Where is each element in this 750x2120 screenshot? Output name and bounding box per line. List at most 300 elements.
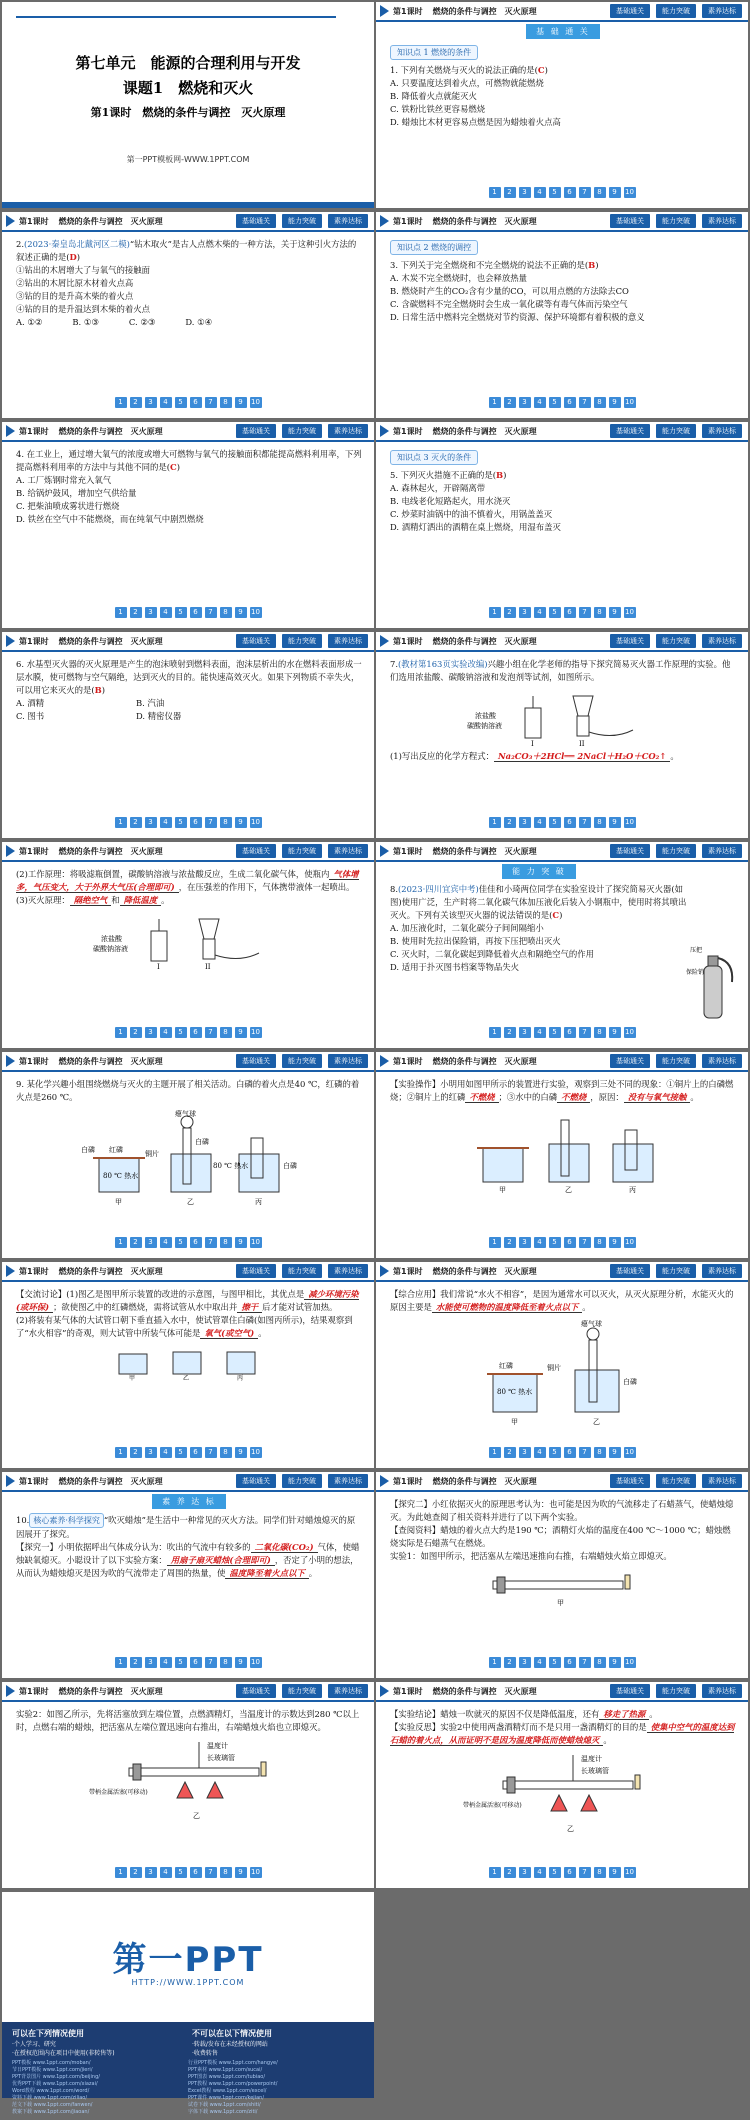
page-button-10[interactable]: 10 — [251, 1238, 260, 1246]
tab-basic[interactable]: 基础通关 — [236, 1054, 276, 1068]
page-button-1[interactable]: 1 — [115, 1867, 127, 1878]
slide-q7[interactable]: 第1课时 燃烧的条件与调控 灭火原理 基础通关 能力突破 素养达标 7.(教材第163页实验改编)兴趣小组在化学老师的指导下探究简易灭火器工作原理的实验。他们选用浓盐酸、碳酸钠溶液和发泡剂等试剂，如图所示。 浓盐酸 碳酸钠溶液 I II (1)写出反应的化学方程式： Na₂CO₃＋2HCl══ 2NaCl＋H₂O＋CO₂↑ 。 1 2 3 4 5 6 7 8 9 10 — [376, 632, 748, 838]
page-button-3[interactable]: 3 — [145, 1867, 157, 1878]
svg-text:带柄金属活塞(可移动): 带柄金属活塞(可移动) — [463, 1802, 522, 1809]
page-button-3[interactable]: 3 — [145, 817, 157, 828]
page-button-10[interactable]: 10 — [251, 818, 260, 826]
page-button-10[interactable]: 10 — [251, 1028, 260, 1036]
tab-basic[interactable]: 基础通关 — [610, 634, 650, 648]
page-button-2[interactable]: 2 — [504, 187, 516, 198]
page-button-1[interactable]: 1 — [489, 397, 501, 408]
slide-header: 第1课时 燃烧的条件与调控 灭火原理 基础通关 能力突破 素养达标 — [376, 1262, 748, 1282]
pager — [376, 1027, 748, 1038]
page-button-3[interactable]: 3 — [519, 1657, 531, 1668]
page-button-4[interactable]: 4 — [534, 1447, 546, 1458]
page-button-8[interactable]: 8 — [594, 817, 606, 828]
page-button-7[interactable]: 7 — [205, 607, 217, 618]
tab-basic[interactable]: 基础通关 — [610, 214, 650, 228]
page-button-5[interactable]: 5 — [175, 817, 187, 828]
svg-text:丙: 丙 — [237, 1375, 244, 1382]
svg-text:铜片: 铜片 — [145, 1150, 159, 1158]
page-button-10[interactable]: 10 — [625, 608, 634, 616]
page-button-4[interactable]: 4 — [534, 187, 546, 198]
tab-literacy[interactable]: 素养达标 — [702, 1684, 742, 1698]
phosphorus-experiment-diagram — [463, 1318, 663, 1428]
page-button-10[interactable]: 10 — [625, 1658, 634, 1666]
page-button-9[interactable]: 9 — [235, 1447, 247, 1458]
tab-literacy[interactable]: 素养达标 — [328, 1264, 368, 1278]
page-button-4[interactable]: 4 — [534, 1237, 546, 1248]
slide-q6[interactable]: 第1课时 燃烧的条件与调控 灭火原理 基础通关 能力突破 素养达标 6. 水基型灭火器的灭火原理是产生的泡沫喷射到燃料表面，泡沫层析出的水在燃料表面形成一层水膜，使可燃物与空气隔绝，达到灭火的目的。能快速高效灭火。如果下列物质不幸失火，可以用它来灭火的是(B) A. 酒精 B. 汽油 C. 图书 D. 精密仪器 1 2 3 4 5 6 7 8 9 10 — [2, 632, 374, 838]
page-button-5[interactable]: 5 — [175, 1237, 187, 1248]
tab-ability[interactable]: 能力突破 — [282, 1474, 322, 1488]
page-button-6[interactable]: 6 — [190, 1237, 202, 1248]
ppt-url[interactable]: HTTP://WWW.1PPT.COM — [131, 1978, 245, 1987]
page-button-6[interactable]: 6 — [564, 817, 576, 828]
slide-title[interactable] — [2, 2, 374, 208]
arrow-icon — [380, 425, 389, 437]
arrow-icon — [6, 425, 15, 437]
page-button-9[interactable]: 9 — [609, 817, 621, 828]
page-button-8[interactable]: 8 — [594, 1447, 606, 1458]
arrow-icon — [380, 215, 389, 227]
page-button-10[interactable]: 10 — [625, 188, 634, 196]
arrow-icon — [6, 1055, 15, 1067]
svg-text:温度计: 温度计 — [207, 1742, 228, 1750]
page-button-9[interactable]: 9 — [235, 1867, 247, 1878]
page-button-6[interactable]: 6 — [564, 1447, 576, 1458]
arrow-icon — [380, 845, 389, 857]
question-9: 9. 某化学兴趣小组围绕燃烧与灭火的主题开展了相关活动。白磷的着火点是40 ℃，红磷的着火点是260 ℃。 — [16, 1079, 360, 1102]
page-button-10[interactable]: 10 — [625, 1448, 634, 1456]
tab-basic[interactable]: 基础通关 — [610, 1474, 650, 1488]
tab-basic[interactable]: 基础通关 — [610, 424, 650, 438]
page-button-2[interactable]: 2 — [130, 1027, 142, 1038]
page-button-3[interactable]: 3 — [145, 607, 157, 618]
phosphorus-experiment-diagram — [79, 1108, 299, 1208]
tab-literacy[interactable]: 素养达标 — [702, 844, 742, 858]
slide-q10-explore2[interactable]: 第1课时 燃烧的条件与调控 灭火原理 基础通关 能力突破 素养达标 【探究二】小红依据灭火的原理思考认为：也可能是因为吹的气流移走了石蜡蒸气，使蜡烛熄灭。为此她查阅了相关资料并进行了以下两个实验。 【查阅资料】蜡烛的着火点大约是190 ℃；酒精灯火焰的温度在400 ℃～1000 ℃；蜡烛燃烧实际是石蜡蒸气在燃烧。 实验1：如图甲所示，把活塞从左端迅速推向右推，右端蜡烛火焰立即熄灭。 甲 1 2 3 4 5 6 7 8 9 10 — [376, 1472, 748, 1678]
pager — [376, 1237, 748, 1248]
page-button-9[interactable]: 9 — [609, 187, 621, 198]
page-button-4[interactable]: 4 — [160, 1237, 172, 1248]
page-button-8[interactable]: 8 — [594, 1237, 606, 1248]
page-button-9[interactable]: 9 — [609, 1447, 621, 1458]
page-button-2[interactable]: 2 — [130, 1447, 142, 1458]
page-button-7[interactable]: 7 — [205, 1027, 217, 1038]
page-button-6[interactable]: 6 — [564, 607, 576, 618]
page-button-5[interactable]: 5 — [175, 1657, 187, 1668]
page-button-5[interactable]: 5 — [549, 607, 561, 618]
page-button-7[interactable]: 7 — [579, 1237, 591, 1248]
page-button-3[interactable]: 3 — [519, 1447, 531, 1458]
svg-text:乙: 乙 — [183, 1375, 190, 1382]
page-button-1[interactable]: 1 — [489, 1867, 501, 1878]
page-button-7[interactable]: 7 — [579, 1657, 591, 1668]
page-button-4[interactable]: 4 — [160, 1657, 172, 1668]
page-button-9[interactable]: 9 — [235, 607, 247, 618]
page-button-2[interactable]: 2 — [504, 1867, 516, 1878]
page-button-10[interactable]: 10 — [625, 1238, 634, 1246]
slide-q10-exp2[interactable]: 第1课时 燃烧的条件与调控 灭火原理 基础通关 能力突破 素养达标 实验2：如图乙所示，先将活塞放到左端位置，点燃酒精灯，当温度计的示数达到280 ℃以上时，点燃右端的蜡烛，把活塞从左端位置迅速向右推出，右端蜡烛火焰也立即熄灭。 温度计 长玻璃管 带柄金属活塞(可移动) 乙 1 2 3 4 5 6 7 8 9 10 — [2, 1682, 374, 1888]
question-1: 1. 下列有关燃烧与灭火的说法正确的是(C) — [390, 65, 548, 75]
page-button-7[interactable]: 7 — [205, 1867, 217, 1878]
slide-q10[interactable]: 第1课时 燃烧的条件与调控 灭火原理 基础通关 能力突破 素养达标 素 养 达 标 10. 核心素养·科学探究 “吹灭蜡烛”是生活中一种常见的灭火方法。同学们针对蜡烛熄灭的原因展开了探究。 【探究一】小明依据呼出气体成分认为：吹出的气流中有较多的 二氧化碳(CO₂) 气体，使蜡烛缺氧熄灭。小聪设计了以下实验方案： 用扇子扇灭蜡烛(合理即可) ，否定了小明的想法，从而认为蜡烛熄灭是因为吹的气流带走了周围的热量，使 温度降至着火点以下 。 1 2 3 4 5 6 7 8 9 10 — [2, 1472, 374, 1678]
page-button-7[interactable]: 7 — [579, 607, 591, 618]
page-button-7[interactable]: 7 — [205, 817, 217, 828]
slide-header: 第1课时 燃烧的条件与调控 灭火原理 基础通关 能力突破 素养达标 — [376, 212, 748, 232]
page-button-9[interactable]: 9 — [235, 817, 247, 828]
page-button-2[interactable]: 2 — [130, 397, 142, 408]
slide-header: 第1课时 燃烧的条件与调控 灭火原理 基础通关 能力突破 素养达标 — [2, 842, 374, 862]
slide-q8[interactable]: 第1课时 燃烧的条件与调控 灭火原理 基础通关 能力突破 素养达标 能 力 突 破 8.(2023·四川宜宾中考)佳佳和小琦两位同学在实验室设计了探究简易灭火器(如图)使用广泛，生产时将二氧化碳气体加压液化后装入小钢瓶中，使用时将其喷出灭火。下列有关该型灭火器的说法错误的是(C) A. 加压液化时，二氧化碳分子间间隔缩小 B. 使用时先拉出保险销，再按下压把喷出灭火 C. 灭火时，二氧化碳起到降低着火点和隔绝空气的作用 D. 适用于扑灭图书档案等物品失火 压把 保险销 1 2 3 4 5 6 7 8 9 10 — [376, 842, 748, 1048]
slide-q9-discussion[interactable]: 第1课时 燃烧的条件与调控 灭火原理 基础通关 能力突破 素养达标 【交流讨论】(1)图乙是图甲所示装置的改进的示意图，与图甲相比，其优点是 减少环境污染(或环保) ；欲使图乙中的红磷燃烧，需将试管从水中取出并 擦干 后才能对试管加热。 (2)将装有某气体的大试管口朝下垂直插入水中，使试管罩住白磷(如图丙所示)，结果观察到了“水火相容”的奇观，则大试管中所装气体可能是 氧气(或空气) 。 甲 乙 丙 1 2 3 4 5 6 7 8 9 10 — [2, 1262, 374, 1468]
page-button-6[interactable]: 6 — [190, 817, 202, 828]
svg-text:浓盐酸: 浓盐酸 — [475, 712, 496, 720]
page-button-1[interactable]: 1 — [489, 1657, 501, 1668]
arrow-icon — [380, 1055, 389, 1067]
pager — [2, 1867, 374, 1878]
candle-tube-diagram — [473, 1567, 653, 1607]
page-button-1[interactable]: 1 — [115, 1447, 127, 1458]
tab-literacy[interactable]: 素养达标 — [702, 634, 742, 648]
page-button-2[interactable]: 2 — [130, 1867, 142, 1878]
slide-q9[interactable] — [2, 1052, 374, 1258]
page-button-10[interactable]: 10 — [251, 608, 260, 616]
page-button-3[interactable]: 3 — [519, 1027, 531, 1038]
tab-literacy[interactable]: 素养达标 — [328, 214, 368, 228]
svg-text:白磷: 白磷 — [283, 1162, 297, 1170]
arrow-icon — [6, 215, 15, 227]
question-3: 3. 下列关于完全燃烧和不完全燃烧的说法不正确的是(B) — [390, 260, 599, 270]
page-button-5[interactable]: 5 — [549, 1657, 561, 1668]
tab-basic[interactable]: 基础通关 — [236, 844, 276, 858]
tab-basic[interactable]: 基础通关 — [236, 634, 276, 648]
slide-q9-operation[interactable]: 第1课时 燃烧的条件与调控 灭火原理 基础通关 能力突破 素养达标 【实验操作】小明用如图甲所示的装置进行实验，观察到三处不同的现象：①铜片上的白磷燃烧；②铜片上的红磷 不燃烧 ；③水中的白磷 不燃烧 ，原因： 没有与氧气接触 。 甲 乙 丙 1 2 3 4 5 6 7 8 9 10 — [376, 1052, 748, 1258]
tab-ability[interactable]: 能力突破 — [656, 1474, 696, 1488]
page-button-6[interactable]: 6 — [564, 397, 576, 408]
page-button-1[interactable]: 1 — [489, 817, 501, 828]
svg-text:白磷: 白磷 — [195, 1138, 209, 1146]
page-button-8[interactable]: 8 — [220, 1447, 232, 1458]
slide-q1[interactable]: 第1课时 燃烧的条件与调控 灭火原理 基础通关 能力突破 素养达标 基 础 通 关 知识点 1 燃烧的条件 1. 下列有关燃烧与灭火的说法正确的是(C) A. 只要温度达到着火点，可燃物就能燃烧 B. 降低着火点就能灭火 C. 铁粉比铁丝更容易燃烧 D. 蜡烛比木材更容易点燃是因为蜡烛着火点高 1 2 3 4 5 6 7 8 9 10 — [376, 2, 748, 208]
slide-header: 第1课时 燃烧的条件与调控 灭火原理 基础通关 能力突破 素养达标 — [376, 422, 748, 442]
slide-q10-conclusion[interactable]: 第1课时 燃烧的条件与调控 灭火原理 基础通关 能力突破 素养达标 【实验结论】蜡烛一吹就灭的原因不仅是降低温度，还有 移走了热源 。 【实验反思】实验2中使用两盏酒精灯而不是只用一盏酒精灯的目的是 使集中空气的温度达到石蜡的着火点，从而证明不是因为温度降低而使蜡烛熄灭 。 温度计 长玻璃管 带柄金属活塞(可移动) 乙 1 2 3 4 5 6 7 8 9 10 — [376, 1682, 748, 1888]
page-button-5[interactable]: 5 — [175, 1447, 187, 1458]
page-button-6[interactable]: 6 — [190, 1657, 202, 1668]
tab-basic[interactable]: 基础通关 — [610, 844, 650, 858]
page-button-1[interactable]: 1 — [489, 187, 501, 198]
page-button-5[interactable]: 5 — [549, 1027, 561, 1038]
svg-text:甲: 甲 — [115, 1198, 122, 1206]
pager — [376, 187, 748, 198]
page-button-2[interactable]: 2 — [504, 1447, 516, 1458]
page-button-8[interactable]: 8 — [594, 1027, 606, 1038]
tab-literacy[interactable]: 素养达标 — [702, 4, 742, 18]
tab-ability[interactable]: 能力突破 — [656, 4, 696, 18]
page-button-1[interactable]: 1 — [489, 607, 501, 618]
tab-basic[interactable]: 基础通关 — [610, 4, 650, 18]
page-button-7[interactable]: 7 — [579, 1027, 591, 1038]
page-button-8[interactable]: 8 — [594, 607, 606, 618]
page-button-5[interactable]: 5 — [549, 1447, 561, 1458]
page-button-9[interactable]: 9 — [235, 1027, 247, 1038]
page-button-1[interactable]: 1 — [115, 1027, 127, 1038]
tab-literacy[interactable]: 素养达标 — [702, 214, 742, 228]
tab-literacy[interactable]: 素养达标 — [328, 1684, 368, 1698]
page-button-5[interactable]: 5 — [549, 817, 561, 828]
page-button-1[interactable]: 1 — [115, 1657, 127, 1668]
page-button-3[interactable]: 3 — [519, 1237, 531, 1248]
tab-ability[interactable]: 能力突破 — [282, 844, 322, 858]
tab-literacy[interactable]: 素养达标 — [702, 1054, 742, 1068]
page-button-3[interactable]: 3 — [519, 817, 531, 828]
slide-header: 第1课时 燃烧的条件与调控 灭火原理 基础通关 能力突破 素养达标 — [2, 212, 374, 232]
tab-basic[interactable]: 基础通关 — [236, 1264, 276, 1278]
page-button-2[interactable]: 2 — [130, 607, 142, 618]
page-button-4[interactable]: 4 — [160, 1447, 172, 1458]
page-button-4[interactable]: 4 — [534, 397, 546, 408]
page-button-7[interactable]: 7 — [579, 1867, 591, 1878]
page-button-2[interactable]: 2 — [130, 817, 142, 828]
page-button-5[interactable]: 5 — [175, 1027, 187, 1038]
page-button-7[interactable]: 7 — [205, 397, 217, 408]
page-button-3[interactable]: 3 — [519, 1867, 531, 1878]
page-button-8[interactable]: 8 — [220, 1027, 232, 1038]
page-button-4[interactable]: 4 — [534, 607, 546, 618]
page-button-3[interactable]: 3 — [145, 1657, 157, 1668]
page-button-1[interactable]: 1 — [489, 1027, 501, 1038]
page-button-3[interactable]: 3 — [145, 397, 157, 408]
page-button-4[interactable]: 4 — [534, 817, 546, 828]
tab-ability[interactable]: 能力突破 — [656, 1054, 696, 1068]
page-button-6[interactable]: 6 — [564, 1867, 576, 1878]
page-button-10[interactable]: 10 — [625, 818, 634, 826]
tab-literacy[interactable]: 素养达标 — [328, 634, 368, 648]
tab-literacy[interactable]: 素养达标 — [702, 1474, 742, 1488]
page-button-6[interactable]: 6 — [564, 1237, 576, 1248]
page-button-6[interactable]: 6 — [190, 607, 202, 618]
tab-ability[interactable]: 能力突破 — [656, 424, 696, 438]
page-button-8[interactable]: 8 — [220, 817, 232, 828]
page-button-4[interactable]: 4 — [534, 1657, 546, 1668]
page-button-2[interactable]: 2 — [504, 607, 516, 618]
page-button-4[interactable]: 4 — [160, 1027, 172, 1038]
page-button-4[interactable]: 4 — [534, 1027, 546, 1038]
page-button-5[interactable]: 5 — [549, 397, 561, 408]
page-button-10[interactable]: 10 — [625, 1868, 634, 1876]
page-button-5[interactable]: 5 — [549, 1237, 561, 1248]
svg-text:瘪气球: 瘪气球 — [581, 1320, 602, 1328]
page-button-9[interactable]: 9 — [609, 397, 621, 408]
ppt-logo-area — [2, 1892, 374, 2022]
page-button-2[interactable]: 2 — [504, 1657, 516, 1668]
page-button-3[interactable]: 3 — [145, 1027, 157, 1038]
page-button-8[interactable]: 8 — [220, 607, 232, 618]
slide-header: 第1课时 燃烧的条件与调控 灭火原理 基础通关 能力突破 素养达标 — [376, 1472, 748, 1492]
page-button-7[interactable]: 7 — [205, 1657, 217, 1668]
slide-header: 第1课时 燃烧的条件与调控 灭火原理 基础通关 能力突破 素养达标 — [2, 1052, 374, 1072]
page-button-1[interactable]: 1 — [115, 1237, 127, 1248]
tab-basic[interactable]: 基础通关 — [236, 214, 276, 228]
tab-literacy[interactable]: 素养达标 — [702, 1264, 742, 1278]
page-button-2[interactable]: 2 — [504, 1237, 516, 1248]
slide-header: 第1课时 燃烧的条件与调控 灭火原理 基础通关 能力突破 素养达标 — [376, 1682, 748, 1702]
page-button-3[interactable]: 3 — [519, 607, 531, 618]
pager — [2, 1657, 374, 1668]
page-button-6[interactable]: 6 — [190, 1867, 202, 1878]
knowledge-point: 知识点 2 燃烧的调控 — [390, 240, 478, 255]
page-button-7[interactable]: 7 — [579, 187, 591, 198]
tab-literacy[interactable]: 素养达标 — [328, 424, 368, 438]
tab-basic[interactable]: 基础通关 — [610, 1684, 650, 1698]
tab-literacy[interactable]: 素养达标 — [328, 844, 368, 858]
page-button-7[interactable]: 7 — [205, 1447, 217, 1458]
page-button-7[interactable]: 7 — [579, 1447, 591, 1458]
extinguisher-diagram — [463, 688, 663, 746]
page-button-3[interactable]: 3 — [145, 1237, 157, 1248]
page-button-8[interactable]: 8 — [594, 1867, 606, 1878]
page-button-3[interactable]: 3 — [145, 1447, 157, 1458]
slide-q7-cont[interactable]: 第1课时 燃烧的条件与调控 灭火原理 基础通关 能力突破 素养达标 (2)工作原理：将吸滤瓶倒置，碳酸钠溶液与浓盐酸反应，生成二氧化碳气体，使瓶内 气体增多，气压变大，大于外界大气压(合理即可) ，在压强差的作用下，气体携带液体一起喷出。 (3)灭火原理： 隔绝空气 和 降低温度 。 浓盐酸 碳酸钠溶液 I II 1 2 3 4 5 6 7 8 9 10 — [2, 842, 374, 1048]
phosphorus-experiment-diagram — [463, 1108, 663, 1192]
page-button-8[interactable]: 8 — [594, 187, 606, 198]
page-button-4[interactable]: 4 — [160, 817, 172, 828]
page-button-4[interactable]: 4 — [534, 1867, 546, 1878]
tab-ability[interactable]: 能力突破 — [656, 634, 696, 648]
tab-ability[interactable]: 能力突破 — [282, 1054, 322, 1068]
tab-basic[interactable]: 基础通关 — [236, 1474, 276, 1488]
svg-text:白磷: 白磷 — [81, 1146, 95, 1154]
page-button-4[interactable]: 4 — [160, 1867, 172, 1878]
page-button-2[interactable]: 2 — [130, 1657, 142, 1668]
question-4: 4. 在工业上，通过增大氧气的浓度或增大可燃物与氧气的接触面积都能提高燃料利用率，下列提高燃料利用率的方法中与其他不同的是(C) — [16, 449, 362, 472]
page-button-6[interactable]: 6 — [564, 1657, 576, 1668]
pager — [376, 397, 748, 408]
page-button-9[interactable]: 9 — [609, 1657, 621, 1668]
page-button-6[interactable]: 6 — [190, 1447, 202, 1458]
tab-ability[interactable]: 能力突破 — [282, 1264, 322, 1278]
page-button-8[interactable]: 8 — [220, 1867, 232, 1878]
slide-q9-application[interactable]: 第1课时 燃烧的条件与调控 灭火原理 基础通关 能力突破 素养达标 【综合应用】我们常说“水火不相容”，是因为通常水可以灭火，从灭火原理分析，水能灭火的原因主要是 水能使可燃物的温度降低至着火点以下 。 瘪气球 红磷 铜片 80 ℃ 热水 白磷 甲 乙 1 2 3 4 5 6 7 8 9 10 — [376, 1262, 748, 1468]
page-button-8[interactable]: 8 — [220, 1657, 232, 1668]
page-button-8[interactable]: 8 — [220, 1237, 232, 1248]
title-top-line — [16, 16, 336, 18]
page-button-5[interactable]: 5 — [549, 1867, 561, 1878]
page-button-7[interactable]: 7 — [579, 817, 591, 828]
tab-ability[interactable]: 能力突破 — [656, 844, 696, 858]
slide-q4[interactable]: 第1课时 燃烧的条件与调控 灭火原理 基础通关 能力突破 素养达标 4. 在工业上，通过增大氧气的浓度或增大可燃物与氧气的接触面积都能提高燃料利用率，下列提高燃料利用率的方法中与其他不同的是(C) A. 工厂炼钢时常充入氧气 B. 给锅炉鼓风，增加空气供给量 C. 把柴油喷成雾状进行燃烧 D. 铁丝在空气中不能燃烧，而在纯氧气中剧烈燃烧 1 2 3 4 5 6 7 8 9 10 — [2, 422, 374, 628]
page-button-6[interactable]: 6 — [564, 187, 576, 198]
page-button-1[interactable]: 1 — [489, 1447, 501, 1458]
svg-text:乙: 乙 — [567, 1825, 574, 1833]
tab-basic[interactable]: 基础通关 — [610, 1054, 650, 1068]
page-button-1[interactable]: 1 — [489, 1237, 501, 1248]
page-button-4[interactable]: 4 — [160, 607, 172, 618]
page-button-2[interactable]: 2 — [504, 1027, 516, 1038]
svg-text:II: II — [579, 740, 585, 748]
page-button-1[interactable]: 1 — [115, 817, 127, 828]
page-button-8[interactable]: 8 — [594, 397, 606, 408]
page-button-1[interactable]: 1 — [115, 607, 127, 618]
lesson-title: 第1课时 燃烧的条件与调控 灭火原理 — [90, 106, 286, 119]
tab-ability[interactable]: 能力突破 — [282, 424, 322, 438]
tab-literacy[interactable]: 素养达标 — [328, 1474, 368, 1488]
page-button-9[interactable]: 9 — [235, 397, 247, 408]
page-button-7[interactable]: 7 — [205, 1237, 217, 1248]
slide-q3[interactable]: 第1课时 燃烧的条件与调控 灭火原理 基础通关 能力突破 素养达标 知识点 2 燃烧的调控 3. 下列关于完全燃烧和不完全燃烧的说法不正确的是(B) A. 木炭不完全燃烧时，也会释放热量 B. 燃烧时产生的CO₂含有少量的CO，可以用点燃的方法除去CO C. 含碳燃料不完全燃烧时会生成一氧化碳等有毒气体而污染空气 D. 日常生活中燃料完全燃烧对节约资源、保护环境都有着积极的意义 1 2 3 4 5 6 7 8 9 10 — [376, 212, 748, 418]
page-button-2[interactable]: 2 — [130, 1237, 142, 1248]
arrow-icon — [6, 845, 15, 857]
tab-basic[interactable]: 基础通关 — [236, 1684, 276, 1698]
tab-basic[interactable]: 基础通关 — [236, 424, 276, 438]
tab-basic[interactable]: 基础通关 — [610, 1264, 650, 1278]
page-button-10[interactable]: 10 — [625, 1028, 634, 1036]
tab-ability[interactable]: 能力突破 — [656, 214, 696, 228]
page-button-7[interactable]: 7 — [579, 397, 591, 408]
page-button-5[interactable]: 5 — [175, 1867, 187, 1878]
tab-literacy[interactable]: 素养达标 — [328, 1054, 368, 1068]
page-button-6[interactable]: 6 — [564, 1027, 576, 1038]
svg-text:乙: 乙 — [187, 1198, 194, 1206]
slide-q5[interactable]: 第1课时 燃烧的条件与调控 灭火原理 基础通关 能力突破 素养达标 知识点 3 灭火的条件 5. 下列灭火措施不正确的是(B) A. 森林起火，开辟隔离带 B. 电线老化短路起火，用水浇灭 C. 炒菜时油锅中的油不慎着火，用锅盖盖灭 D. 酒精灯洒出的酒精在桌上燃烧，用湿布盖灭 1 2 3 4 5 6 7 8 9 10 — [376, 422, 748, 628]
page-button-5[interactable]: 5 — [175, 397, 187, 408]
slide-q2[interactable]: 第1课时 燃烧的条件与调控 灭火原理 基础通关 能力突破 素养达标 2.(2023·秦皇岛北戴河区二模)“钻木取火”是古人点燃木柴的一种方法，关于这种引火方法的叙述正确的是(D) ①钻出的木屑增大了与氧气的接触面 ②钻出的木屑比原木材着火点高 ③钻的目的是升高木柴的着火点 ④钻的目的是升温达到木柴的着火点 A. ①② B. ①③ C. ②③ D. ①④ 1 2 3 4 5 6 7 8 9 10 — [2, 212, 374, 418]
page-button-9[interactable]: 9 — [235, 1657, 247, 1668]
page-button-8[interactable]: 8 — [220, 397, 232, 408]
page-button-9[interactable]: 9 — [609, 607, 621, 618]
tab-ability[interactable]: 能力突破 — [282, 634, 322, 648]
arrow-icon — [6, 1475, 15, 1487]
tab-literacy[interactable]: 素养达标 — [702, 424, 742, 438]
page-button-9[interactable]: 9 — [609, 1867, 621, 1878]
page-button-9[interactable]: 9 — [235, 1237, 247, 1248]
svg-text:丙: 丙 — [629, 1186, 636, 1194]
tab-ability[interactable]: 能力突破 — [282, 1684, 322, 1698]
page-button-2[interactable]: 2 — [504, 817, 516, 828]
page-button-10[interactable]: 10 — [251, 398, 260, 406]
page-button-3[interactable]: 3 — [519, 397, 531, 408]
page-button-10[interactable]: 10 — [251, 1868, 260, 1876]
tab-ability[interactable]: 能力突破 — [656, 1684, 696, 1698]
page-button-9[interactable]: 9 — [609, 1237, 621, 1248]
slide-1ppt-ad[interactable] — [2, 1892, 374, 2115]
page-button-2[interactable]: 2 — [504, 397, 516, 408]
page-button-10[interactable]: 10 — [251, 1448, 260, 1456]
tab-ability[interactable]: 能力突破 — [656, 1264, 696, 1278]
svg-text:80 ℃ 热水: 80 ℃ 热水 — [213, 1162, 249, 1170]
page-button-8[interactable]: 8 — [594, 1657, 606, 1668]
svg-text:白磷: 白磷 — [623, 1378, 637, 1386]
section-banner: 素 养 达 标 — [16, 1494, 362, 1509]
pager — [2, 1027, 374, 1038]
page-button-9[interactable]: 9 — [609, 1027, 621, 1038]
page-button-6[interactable]: 6 — [190, 397, 202, 408]
slide-header: 第1课时 燃烧的条件与调控 灭火原理 基础通关 能力突破 素养达标 — [376, 632, 748, 652]
page-button-1[interactable]: 1 — [115, 397, 127, 408]
arrow-icon — [6, 635, 15, 647]
tab-ability[interactable]: 能力突破 — [282, 214, 322, 228]
page-button-5[interactable]: 5 — [175, 607, 187, 618]
page-button-3[interactable]: 3 — [519, 187, 531, 198]
page-button-10[interactable]: 10 — [625, 398, 634, 406]
page-button-5[interactable]: 5 — [549, 187, 561, 198]
page-button-10[interactable]: 10 — [251, 1658, 260, 1666]
page-button-6[interactable]: 6 — [190, 1027, 202, 1038]
page-button-4[interactable]: 4 — [160, 397, 172, 408]
svg-text:带柄金属活塞(可移动): 带柄金属活塞(可移动) — [89, 1789, 148, 1796]
ppt-logo: 第一PPT — [112, 1940, 264, 1980]
